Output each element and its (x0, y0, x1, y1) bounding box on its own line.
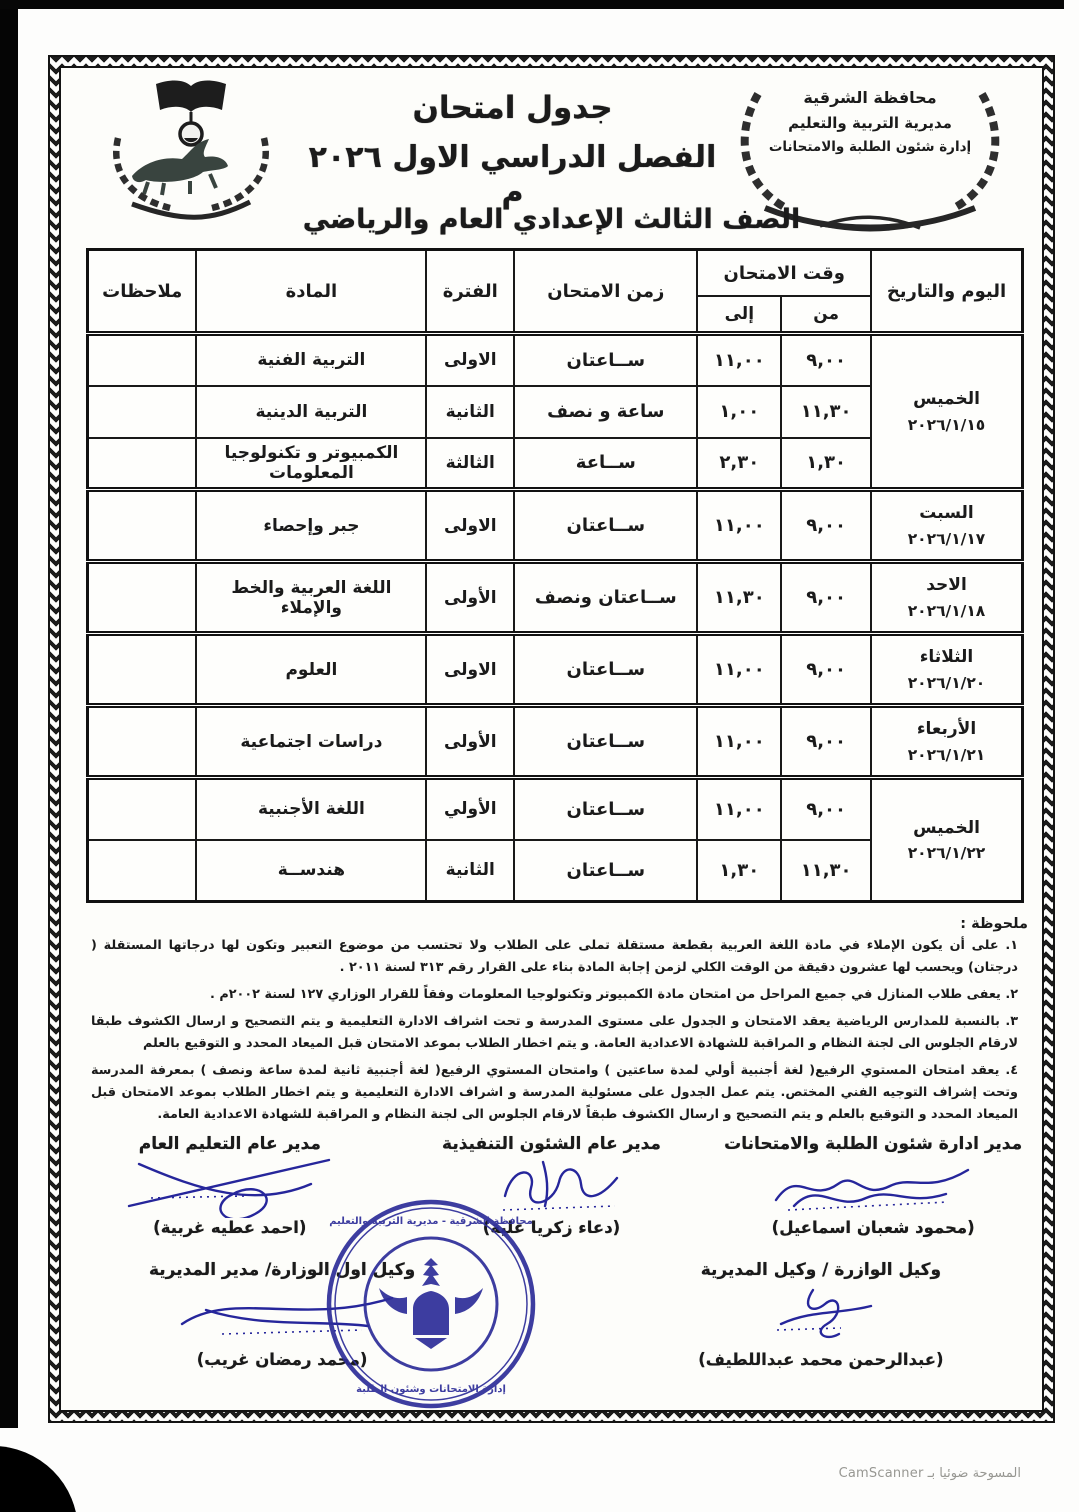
scan-edge-artifact-top (0, 0, 1064, 9)
cell-day-date (871, 706, 1023, 778)
exam-row (88, 334, 1023, 386)
day-name: الخميس (913, 817, 980, 838)
cell-notes (88, 334, 197, 386)
notes-section (91, 916, 1028, 1131)
camscanner-watermark: المسوحة ضوئيا بـ CamScanner (838, 1466, 1021, 1481)
day-name: الأربعاء (916, 719, 977, 740)
stamp-ring-text-bottom: إدارة الامتحانات وشئون الطلبة (356, 1384, 506, 1395)
col-header-duration: زمن الامتحان (514, 250, 697, 334)
cell-notes (88, 706, 197, 778)
cell-notes (88, 386, 197, 438)
col-header-to: إلى (697, 296, 781, 334)
cell-period: الاولى (426, 334, 514, 386)
cell-subject: التربية الدينية (196, 386, 426, 438)
cell-to: ١١,٠٠ (697, 334, 781, 386)
scan-edge-artifact-left (0, 0, 18, 1428)
cell-to: ١١,٣٠ (697, 562, 781, 634)
signature-title: وكيل اول الوزارة/ مدير المديرية (148, 1260, 416, 1280)
notes-list (91, 935, 1028, 1126)
col-header-exam-time: وقت الامتحان (697, 250, 871, 297)
cell-duration: ســاعتان (514, 334, 697, 386)
day-name: الخميس (913, 389, 980, 410)
day-date: ٢٠٢٦/١/١٥ (907, 415, 986, 434)
cell-day-date (871, 490, 1023, 562)
cell-duration: ســاعتان (514, 634, 697, 706)
note-item: ٤. يعقد امتحان المستوي الرفيع( لغة أجنبية أولي لمدة ساعتين ) وامتحان المستوي الرفيع( لغة أجنبية ثانية لمدة ساعة ونصف ) بمعرفة المدرسة وتحت إشراف التوجيه الفني المختص. يتم عمل الجدول على مسئولية المدرسة و اشراف الادارة التعليمية و يتم اخطار الطلاب بموعد الامتحان قبل الميعاد المحدد و التوقيع بالعلم و يتم التصحيح و ارسال الكشوف طبقاً لارقام الجلوس الى لجنة النظام و المراقبة للشهادة الاعدادية العامة. (91, 1063, 1018, 1122)
day-date: ٢٠٢٦/١/٢٢ (907, 844, 986, 863)
cell-to: ١١,٠٠ (697, 490, 781, 562)
org-text (720, 88, 1020, 155)
org-line-administration: إدارة شئون الطلبة والامتحانات (768, 139, 972, 155)
day-date: ٢٠٢٦/١/٢١ (907, 745, 986, 764)
day-name: الثلاثاء (919, 647, 974, 668)
signature-name: (احمد عطيه غربية) (153, 1218, 307, 1237)
cell-period: الأولي (426, 778, 514, 840)
org-line-directorate: مديرية التربية والتعليم (788, 114, 952, 132)
col-header-day-date: اليوم والتاريخ (871, 250, 1023, 334)
signature-name: (محمد رمضان غريب) (196, 1350, 368, 1369)
cell-subject: الكمبيوتر و تكنولوجيا المعلومات (196, 438, 426, 490)
official-stamp-icon (323, 1196, 539, 1412)
cell-duration: ســاعتان (514, 706, 697, 778)
cell-duration: ســاعتان (514, 490, 697, 562)
cell-subject: اللغة الأجنبية (196, 778, 426, 840)
cell-subject: هندســة (196, 840, 426, 902)
day-date: ٢٠٢٦/١/٢٠ (907, 673, 986, 692)
exam-row (88, 490, 1023, 562)
signature-name: (محمود شعبان اسماعيل) (771, 1218, 975, 1237)
cell-to: ١١,٠٠ (697, 778, 781, 840)
handwritten-signature-icon (115, 1154, 345, 1218)
cell-notes (88, 490, 197, 562)
col-header-notes: ملاحظات (88, 250, 197, 334)
cell-day-date (871, 778, 1023, 902)
cell-from: ٩,٠٠ (781, 562, 871, 634)
cell-subject: العلوم (196, 634, 426, 706)
cell-period: الأولى (426, 706, 514, 778)
cell-duration: ساعة و نصف (514, 386, 697, 438)
org-line-governorate: محافظة الشرقية (803, 88, 937, 107)
cell-duration: ســاعتان ونصف (514, 562, 697, 634)
cell-from: ٩,٠٠ (781, 490, 871, 562)
cell-from: ١١,٣٠ (781, 840, 871, 902)
day-date: ٢٠٢٦/١/١٧ (907, 529, 986, 548)
cell-notes (88, 778, 197, 840)
cell-period: الاولى (426, 634, 514, 706)
cell-to: ١١,٠٠ (697, 706, 781, 778)
cell-notes (88, 562, 197, 634)
exam-row (88, 778, 1023, 840)
signature-name: (دعاء زكريا علية) (482, 1218, 621, 1237)
scan-corner-artifact (0, 1446, 78, 1512)
exam-schedule-title: جدول امتحان (412, 90, 613, 126)
cell-period: الثانية (426, 386, 514, 438)
cell-notes (88, 840, 197, 902)
cell-period: الثالثة (426, 438, 514, 490)
exam-row (88, 634, 1023, 706)
decorative-zigzag-frame (48, 55, 1055, 1423)
cell-duration: ســاعتان (514, 840, 697, 902)
handwritten-signature-icon (758, 1154, 988, 1218)
semester-title: الفصل الدراسي الاول ٢٠٢٦ م (308, 140, 717, 210)
cell-day-date (871, 562, 1023, 634)
cell-from: ٩,٠٠ (781, 334, 871, 386)
cell-day-date (871, 334, 1023, 490)
handwritten-signature-icon (721, 1280, 921, 1350)
cell-to: ٢,٣٠ (697, 438, 781, 490)
cell-subject: دراسات اجتماعية (196, 706, 426, 778)
cell-period: الأولى (426, 562, 514, 634)
exam-title-block (305, 76, 720, 210)
signatures-top-row (61, 1134, 1042, 1237)
cell-subject: التربية الفنية (196, 334, 426, 386)
cell-duration: ســاعتان (514, 778, 697, 840)
col-header-subject: المادة (196, 250, 426, 334)
day-name: السبت (919, 503, 974, 524)
notes-label: ملحوظة : (960, 916, 1028, 932)
cell-day-date (871, 634, 1023, 706)
note-item: ٢. يعفى طلاب المنازل في جميع المراحل من امتحان مادة الكمبيوتر وتكنولوجيا المعلومات وفقاً للقرار الوزاري ١٢٧ لسنة ٢٠٠٢م . (210, 987, 1018, 1002)
cell-from: ٩,٠٠ (781, 778, 871, 840)
grade-title: الصف الثالث الإعدادي العام والرياضي (302, 204, 801, 235)
cell-from: ٩,٠٠ (781, 634, 871, 706)
cell-to: ١١,٠٠ (697, 634, 781, 706)
cell-to: ١,٣٠ (697, 840, 781, 902)
signature-exams-affairs-director (712, 1134, 1034, 1237)
exam-table-body (88, 334, 1023, 902)
exam-row (88, 562, 1023, 634)
col-header-period: الفترة (426, 250, 514, 334)
note-item: ١. على أن يكون الإملاء في مادة اللغة العربية بقطعة مستقلة تملى على الطلاب ولا تحتسب من موضوع التعبير وتكون لها درجاتها المستقلة ( درجتان) ويحسب لها عشرون دقيقة من الوقت الكلي لزمن إجابة المادة بناء على القرار رقم ٣١٣ لسنة ٢٠١١ . (91, 938, 1018, 975)
exam-row (88, 706, 1023, 778)
col-header-from: من (781, 296, 871, 334)
official-stamp (323, 1196, 539, 1416)
signature-title: مدير عام التعليم العام (138, 1134, 321, 1154)
note-item: ٣. بالنسبة للمدارس الرياضية يعقد الامتحان و الجدول على مستوى المدرسة و تحت اشراف الادارة التعليمية و يتم التصحيح و ارسال الكشوف طبقا لارقام الجلوس الى لجنة النظام و المراقبة للشهادة الاعدادية العامة. و يتم اخطار الطلاب بموعد الامتحان قبل الميعاد المحدد و التوقيع بالعلم (91, 1014, 1018, 1051)
egypt-eagle-icon (379, 1258, 483, 1349)
cell-period: الثانية (426, 840, 514, 902)
cell-to: ١,٠٠ (697, 386, 781, 438)
signature-ministry-undersecretary (626, 1260, 1016, 1369)
signatures-bottom-row (61, 1260, 1042, 1369)
document-body (59, 66, 1044, 1412)
cell-subject: جبر وإحصاء (196, 490, 426, 562)
day-date: ٢٠٢٦/١/١٨ (907, 601, 986, 620)
exam-table-wrap (86, 248, 1024, 903)
signature-name: (عبدالرحمن محمد عبداللطيف) (698, 1350, 944, 1369)
cell-from: ١١,٣٠ (781, 386, 871, 438)
signature-title: مدير عام الشئون التنفيذية (442, 1134, 661, 1154)
signature-title: وكيل الوازرة / وكيل المديرية (700, 1260, 942, 1280)
cell-from: ٩,٠٠ (781, 706, 871, 778)
cell-duration: ســاعة (514, 438, 697, 490)
cell-from: ١,٣٠ (781, 438, 871, 490)
cell-notes (88, 438, 197, 490)
cell-period: الاولى (426, 490, 514, 562)
signature-title: مدير ادارة شئون الطلبة والامتحانات (724, 1134, 1023, 1154)
day-name: الاحد (926, 575, 967, 596)
stamp-ring-text-top: محافظة الشرقية - مديرية التربية والتعليم (329, 1216, 533, 1227)
cell-notes (88, 634, 197, 706)
exam-schedule-table (86, 248, 1024, 903)
cell-subject: اللغة العربية والخط والإملاء (196, 562, 426, 634)
